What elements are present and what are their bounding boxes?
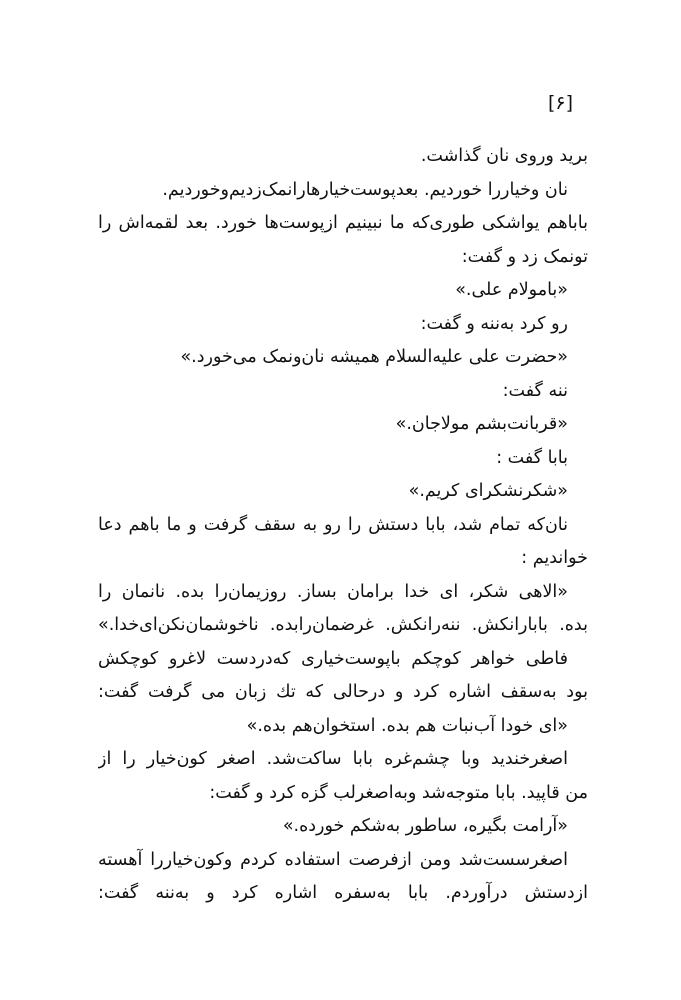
text-line: بابا گفت : [496,447,568,468]
text-line: «شکرنشکرای کریم.» [408,481,568,501]
text-line: «بامولام علی.» [455,280,568,300]
text-line: ننه گفت: [502,380,568,401]
text-line: «آرامت بگیره، ساطور به‌شکم خورده.» [282,816,568,836]
text-line: «حضرت علی علیه‌السلام همیشه نان‌ونمک می‌خورد.» [180,347,568,367]
page-number: [۶] [547,92,573,114]
text-line: بده. بابارانکش. ننه‌رانکش. غرضمان‌رابده. ناخوشمان‌نکن‌ای‌خدا.» [98,615,588,635]
text-line: «قربانت‌بشم مولاجان.» [395,414,568,434]
text-line: بود به‌سقف اشاره کرد و درحالی که تك زبان می گرفت گفت: [98,682,588,702]
text-line: رو کرد به‌ننه و گفت: [420,313,568,334]
text-line: نان‌که تمام شد، بابا دستش را رو به سقف گرفت و ما باهم دعا [98,514,568,535]
text-line: «ای خودا آب‌نبات هم بده. استخوان‌هم بده.» [246,715,568,736]
text-line: ازدستش درآوردم. بابا به‌سفره اشاره کرد و به‌ننه گفت: [98,883,588,903]
text-line: تونمک زد و گفت: [461,246,588,267]
text-line: خواندیم : [521,548,588,568]
text-line: من قاپید. بابا متوجه‌شد وبه‌اصغرلب گزه کرد و گفت: [209,782,588,803]
text-line: نان وخیاررا خوردیم. بعدپوست‌خیارهارانمک‌زدیم‌وخوردیم. [162,179,568,200]
text-line: اصغرسست‌شد ومن ازفرصت استفاده کردم وکون‌خیاررا آهسته [98,849,568,870]
text-line: برید وروی نان گذاشت. [420,146,588,166]
text-line: «الاهی شکر، ای خدا برامان بساز. روزیمان‌را بده. نانمان را [98,581,568,602]
body-text [98,140,588,911]
text-line: فاطی خواهر کوچکم باپوست‌خیاری که‌دردست لاغرو کوچکش [98,648,568,669]
text-line: باباهم یواشکی طوری‌که ما نبینیم ازپوست‌ها خورد. بعد لقمه‌اش را [98,213,588,233]
text-line: اصغرخندید وبا چشم‌غره بابا ساکت‌شد. اصغر کون‌خیار را از [98,749,568,769]
